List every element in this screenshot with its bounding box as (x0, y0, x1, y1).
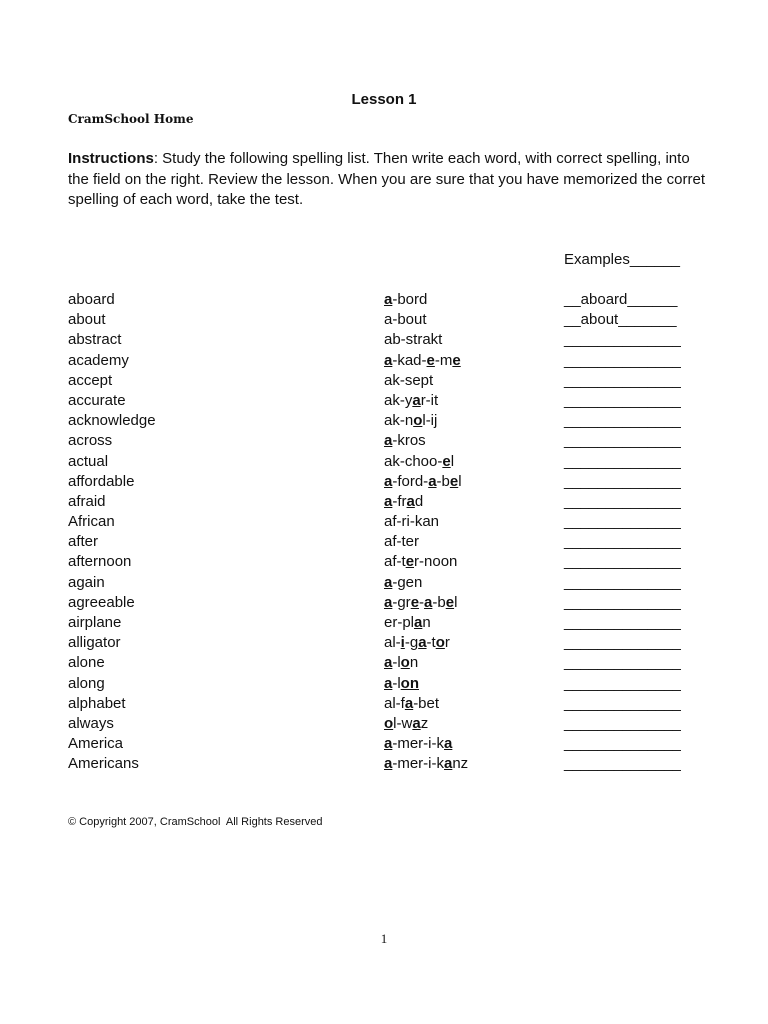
answer-field[interactable]: ______________ (564, 533, 681, 551)
phonetic-segment: ak-choo- (384, 452, 443, 470)
spelling-list (0, 290, 768, 775)
phonetic-segment: ak-y (384, 391, 413, 409)
phonetic-spelling (384, 411, 437, 431)
spelling-word: actual (68, 452, 109, 470)
phonetic-spelling (384, 653, 418, 673)
stressed-segment: a (384, 735, 393, 753)
phonetic-segment: l (458, 472, 462, 490)
list-item (0, 452, 768, 472)
phonetic-segment: -b (436, 472, 450, 490)
phonetic-spelling (384, 714, 428, 734)
stressed-segment: a (384, 291, 393, 308)
spelling-word: alphabet (68, 694, 126, 712)
brand-home-link[interactable]: CramSchool Home (68, 112, 194, 126)
list-item (0, 754, 768, 774)
stressed-segment: on (400, 674, 419, 692)
answer-field[interactable]: ______________ (564, 452, 681, 470)
phonetic-segment: z (420, 714, 429, 732)
stressed-segment: a (384, 492, 393, 510)
list-item (0, 472, 768, 492)
stressed-segment: i (400, 634, 405, 652)
stressed-segment: e (410, 593, 420, 611)
list-item (0, 492, 768, 512)
spelling-word: abstract (68, 331, 122, 349)
list-item (0, 633, 768, 653)
spelling-word: Americans (68, 755, 139, 773)
answer-field[interactable]: ______________ (564, 371, 681, 389)
stressed-segment: a (384, 351, 393, 369)
phonetic-segment: -kad- (392, 351, 427, 369)
stressed-segment: a (444, 735, 453, 753)
answer-field[interactable]: ______________ (564, 694, 681, 712)
phonetic-spelling (384, 330, 442, 350)
phonetic-spelling (384, 532, 419, 552)
phonetic-segment: -l (392, 654, 401, 672)
stressed-segment: a (406, 492, 415, 510)
answer-field[interactable]: ______________ (564, 513, 681, 531)
answer-field[interactable]: ______________ (564, 714, 681, 732)
answer-field[interactable]: ______________ (564, 614, 681, 631)
answer-field[interactable]: ______________ (564, 331, 681, 349)
list-item (0, 593, 768, 613)
answer-field[interactable]: ______________ (564, 674, 681, 692)
phonetic-segment: ak-sept (384, 371, 434, 389)
list-item (0, 613, 768, 633)
phonetic-segment: -b (432, 593, 446, 611)
stressed-segment: e (452, 351, 461, 369)
phonetic-spelling (384, 351, 461, 371)
instructions-lead: Instructions (68, 150, 154, 167)
instructions-text: : Study the following spelling list. Then write each word, with correct spelling, into the field on the right. Review the lesson. When you are sure that you have memorized the corret spelling of each word, take the test. (68, 150, 706, 208)
spelling-word: accept (68, 371, 113, 389)
phonetic-spelling (384, 633, 450, 653)
answer-field[interactable]: __about_______ (564, 311, 677, 329)
stressed-segment: e (442, 452, 451, 470)
phonetic-spelling (384, 573, 422, 593)
phonetic-spelling (384, 613, 431, 633)
list-item (0, 552, 768, 572)
answer-field[interactable]: ______________ (564, 412, 681, 430)
phonetic-segment: al- (384, 634, 401, 652)
phonetic-segment: n (422, 614, 431, 631)
phonetic-segment: af-ri-kan (384, 513, 440, 531)
phonetic-segment: -bet (413, 694, 440, 712)
stressed-segment: e (426, 351, 435, 369)
list-item (0, 391, 768, 411)
list-item (0, 310, 768, 330)
phonetic-spelling (384, 593, 457, 613)
examples-header: Examples______ (564, 251, 680, 268)
spelling-word: academy (68, 351, 129, 369)
spelling-word: airplane (68, 614, 122, 631)
spelling-word: along (68, 674, 105, 692)
list-item (0, 653, 768, 673)
phonetic-spelling (384, 290, 427, 310)
phonetic-segment: -m (434, 351, 453, 369)
spelling-word: agreeable (68, 593, 135, 611)
spelling-word: after (68, 533, 99, 551)
phonetic-spelling (384, 310, 427, 330)
stressed-segment: a (414, 614, 423, 631)
spelling-word: acknowledge (68, 412, 156, 430)
stressed-segment: o (435, 634, 445, 652)
phonetic-segment: l (454, 593, 458, 611)
list-item (0, 371, 768, 391)
spelling-word: across (68, 432, 113, 450)
phonetic-segment: -bord (392, 291, 428, 308)
instructions-paragraph (68, 149, 708, 211)
phonetic-segment: -l (392, 674, 401, 692)
list-item (0, 351, 768, 371)
phonetic-segment: ak-n (384, 412, 414, 430)
stressed-segment: a (384, 654, 393, 672)
phonetic-segment: r (444, 634, 450, 652)
stressed-segment: e (445, 593, 455, 611)
phonetic-segment: nz (452, 755, 469, 773)
spelling-word: aboard (68, 291, 115, 308)
phonetic-spelling (384, 694, 439, 714)
stressed-segment: a (384, 432, 393, 450)
list-item (0, 512, 768, 532)
phonetic-segment: af-ter (384, 533, 420, 551)
phonetic-segment: l-ij (422, 412, 438, 430)
answer-field[interactable]: __aboard______ (564, 291, 678, 308)
phonetic-segment: d (414, 492, 424, 510)
stressed-segment: o (384, 714, 394, 732)
answer-field[interactable]: ______________ (564, 432, 681, 450)
stressed-segment: e (449, 472, 459, 490)
phonetic-spelling (384, 512, 439, 532)
stressed-segment: a (428, 472, 437, 490)
list-item (0, 714, 768, 734)
phonetic-segment: l (450, 452, 455, 470)
phonetic-segment: er-pl (384, 614, 415, 631)
stressed-segment: a (424, 593, 433, 611)
copyright-notice: © Copyright 2007, CramSchool All Rights Reserved (68, 816, 323, 828)
answer-field[interactable]: ______________ (564, 553, 681, 571)
list-item (0, 734, 768, 754)
phonetic-segment: r-noon (414, 553, 458, 571)
phonetic-segment: -gen (392, 573, 423, 591)
answer-field[interactable]: ______________ (564, 492, 681, 510)
phonetic-segment: -t (426, 634, 436, 652)
stressed-segment: e (405, 553, 415, 571)
list-item (0, 674, 768, 694)
phonetic-segment: l-w (393, 714, 413, 732)
phonetic-segment: -ford- (392, 472, 429, 490)
phonetic-spelling (384, 492, 423, 512)
phonetic-segment: a-bout (384, 311, 427, 329)
phonetic-segment: -mer-i-k (392, 755, 444, 773)
phonetic-segment: -fr (392, 492, 407, 510)
phonetic-segment: n (409, 654, 419, 672)
spelling-word: affordable (68, 472, 135, 490)
stressed-segment: a (418, 634, 427, 652)
phonetic-segment: af-t (384, 553, 406, 571)
spelling-word: alligator (68, 634, 121, 652)
phonetic-spelling (384, 431, 426, 451)
list-item (0, 411, 768, 431)
spelling-word: afraid (68, 492, 106, 510)
answer-field[interactable]: ______________ (564, 755, 681, 773)
stressed-segment: a (412, 714, 421, 732)
answer-field[interactable]: ______________ (564, 634, 681, 652)
phonetic-segment: ab-strakt (384, 331, 443, 349)
phonetic-segment: al-f (384, 694, 405, 712)
phonetic-spelling (384, 734, 452, 754)
phonetic-segment: -g (404, 634, 419, 652)
list-item (0, 573, 768, 593)
answer-field[interactable]: ______________ (564, 351, 681, 369)
stressed-segment: o (400, 654, 410, 672)
stressed-segment: o (413, 412, 423, 430)
phonetic-spelling (384, 674, 419, 694)
phonetic-segment: -kros (392, 432, 426, 450)
spelling-word: again (68, 573, 105, 591)
answer-field[interactable]: ______________ (564, 472, 681, 490)
stressed-segment: a (384, 472, 393, 490)
list-item (0, 532, 768, 552)
spelling-word: African (68, 513, 115, 531)
list-item (0, 694, 768, 714)
list-item (0, 290, 768, 310)
answer-field[interactable]: ______________ (564, 573, 681, 591)
phonetic-spelling (384, 391, 438, 411)
stressed-segment: a (384, 755, 393, 773)
stressed-segment: a (404, 694, 414, 712)
phonetic-segment: -gr (392, 593, 411, 611)
answer-field[interactable]: ______________ (564, 735, 681, 753)
answer-field[interactable]: ______________ (564, 391, 681, 409)
phonetic-spelling (384, 472, 462, 492)
page-number: 1 (380, 931, 388, 946)
phonetic-spelling (384, 452, 454, 472)
answer-field[interactable]: ______________ (564, 593, 681, 611)
phonetic-spelling (384, 552, 457, 572)
spelling-word: always (68, 714, 114, 732)
spelling-word: America (68, 735, 124, 753)
lesson-title: Lesson 1 (351, 91, 417, 108)
spelling-word: afternoon (68, 553, 132, 571)
answer-field[interactable]: ______________ (564, 654, 681, 672)
spelling-word: alone (68, 654, 105, 672)
stressed-segment: a (384, 593, 393, 611)
phonetic-segment: - (419, 593, 425, 611)
stressed-segment: a (444, 755, 453, 773)
phonetic-segment: r-it (420, 391, 439, 409)
phonetic-segment: -mer-i-k (392, 735, 444, 753)
stressed-segment: a (412, 391, 421, 409)
list-item (0, 330, 768, 350)
stressed-segment: a (384, 573, 393, 591)
phonetic-spelling (384, 754, 468, 774)
spelling-word: about (68, 311, 106, 329)
spelling-word: accurate (68, 391, 126, 409)
list-item (0, 431, 768, 451)
stressed-segment: a (384, 674, 393, 692)
phonetic-spelling (384, 371, 433, 391)
